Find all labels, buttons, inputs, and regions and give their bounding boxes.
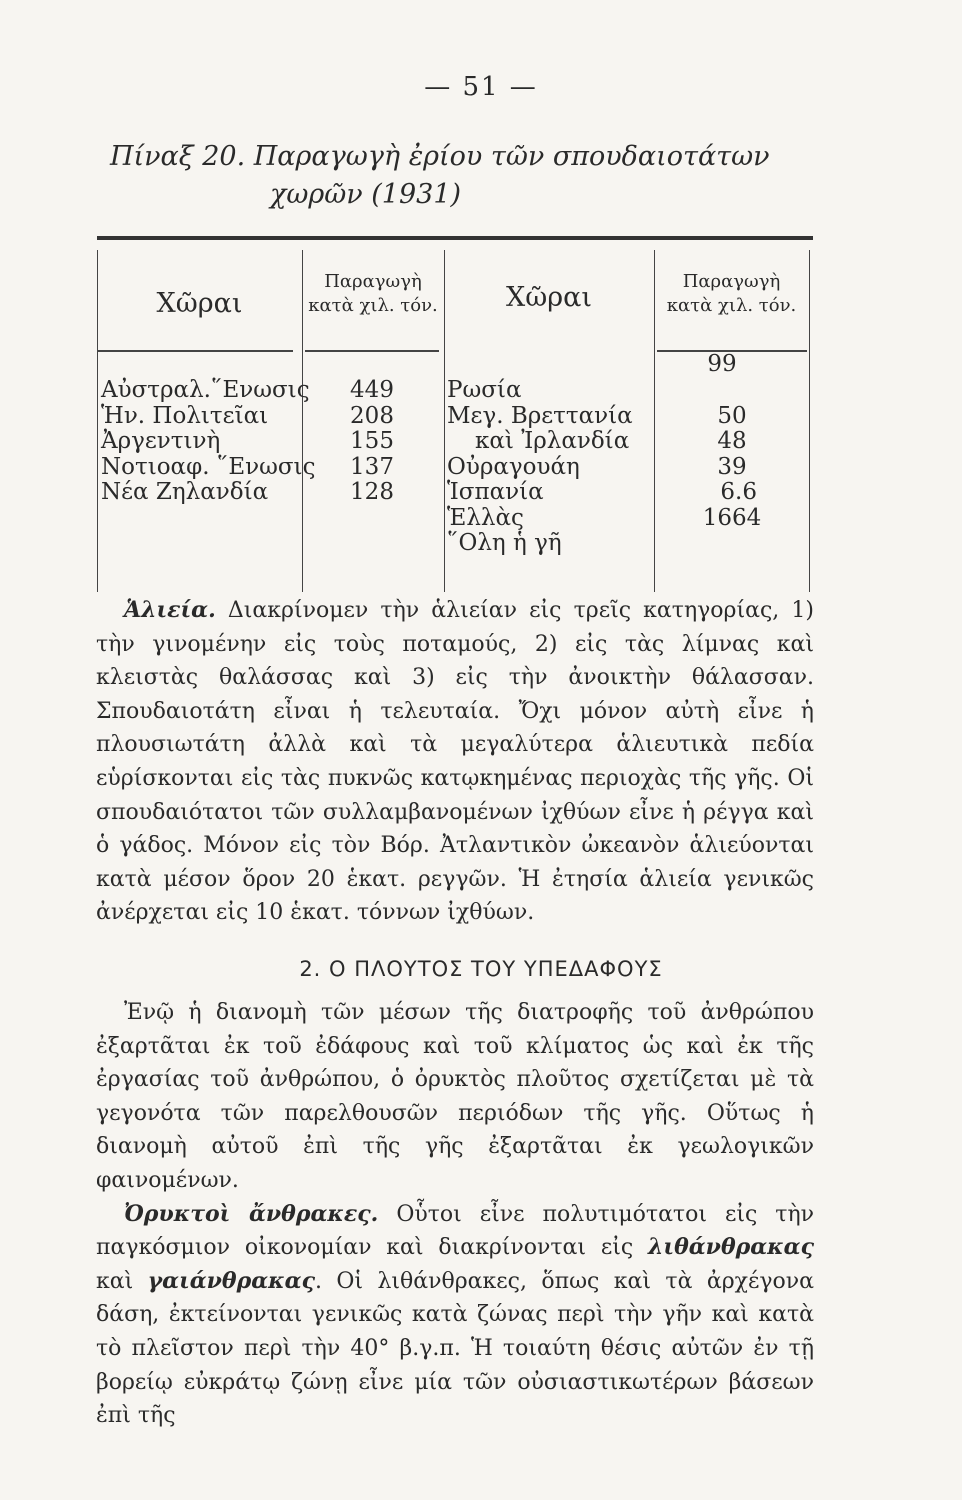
table-row-country: Ἑλλὰς <box>447 504 524 531</box>
header-separator <box>97 350 293 352</box>
fishing-paragraph <box>96 594 814 930</box>
table-row-country: Νοτιοαφ. ῞Ενωσις <box>101 453 316 480</box>
table-row-value: 137 <box>350 453 394 480</box>
table-row-country: Ἀργεντινὴ <box>101 428 221 454</box>
table-row-country: ῞Ολη ἡ γῆ <box>447 530 562 556</box>
left-country-column <box>101 378 315 506</box>
page-number: — 51 — <box>424 72 538 102</box>
wool-production-table <box>97 236 813 592</box>
header-countries-left: Χῶραι <box>156 288 243 319</box>
paragraph-text: Διακρίνομεν τὴν ἁλιείαν εἰς τρεῖς κατηγορίας, 1) τὴν γινομένην εἰς τοὺς ποταμούς, 2) εἰς τὰς λίμνας καὶ κλειστὰς θαλάσσας καὶ 3) εἰς τὴν ἀνοικτὴν θάλασσαν. Σπουδαιοτάτη εἶναι ἡ τελευταία. Ὄχι μόνον αὐτὴ εἶνε ἡ πλουσιωτάτη ἀλλὰ καὶ τὰ μεγαλύτερα ἁλιευτικὰ πεδία εὑρίσκονται εἰς τὰς πυκνῶς κατῳκημένας περιοχὰς τῆς γῆς. Οἱ σπουδαιότατοι τῶν συλλαμβανομένων ἰχθύων εἶνε ἡ ρέγγα καὶ ὁ γάδος. Μόνον εἰς τὸν Βόρ. Ἀτλαντικὸν ὠκεανὸν ἁλιεύονται κατὰ μέσον ὅρον 20 ἑκατ. ρεγγῶν. Ἡ ἐτησία ἁλιεία γενικῶς ἀνέρχεται εἰς 10 ἑκατ. τόννων ἰχθύων. <box>96 598 814 926</box>
table-row-value: 39 <box>717 453 747 480</box>
table-row-value: 1664 <box>702 504 762 531</box>
table-row-value: 50 <box>717 402 747 429</box>
caption-line-1: Πίναξ 20. Παραγωγὴ ἐρίου τῶν σπουδαιοτάτων <box>110 141 770 172</box>
header-production-right: Παραγωγὴ κατὰ χιλ. τόν. <box>666 271 797 316</box>
right-country-column <box>447 378 633 557</box>
left-value-column <box>302 378 442 506</box>
table-row-country: Μεγ. Βρεττανία <box>447 402 633 429</box>
table-caption <box>110 138 830 214</box>
paragraph-lead: Ὀρυκτοὶ ἄνθρακες. <box>124 1200 379 1227</box>
paragraph-lead: Ἁλιεία. <box>124 597 216 623</box>
table-row-value: 128 <box>350 479 394 505</box>
subsoil-section-text <box>96 996 814 1433</box>
header-countries-right: Χῶραι <box>506 282 592 313</box>
term-lignite: γαιάνθρακας <box>147 1267 315 1294</box>
right-value-column <box>657 352 807 531</box>
table-row-country: Νέα Ζηλανδία <box>101 479 269 505</box>
table-row-country: καὶ Ἰρλανδία <box>475 428 630 454</box>
term-anthracite: λιθάνθρακας <box>648 1234 814 1261</box>
table-rule <box>809 250 810 592</box>
header-separator <box>305 350 439 352</box>
table-row-value: 208 <box>350 402 394 429</box>
table-row-country: Ρωσία <box>447 377 522 403</box>
table-row-value: 449 <box>350 377 394 403</box>
table-row-country: Αὐστραλ.῞Ενωσις <box>101 377 310 403</box>
table-row-country: Οὐραγουάη <box>447 453 580 480</box>
caption-line-2: χωρῶν (1931) <box>270 179 462 210</box>
coal-paragraph: Ὀρυκτοὶ ἄνθρακες. Οὗτοι εἶνε πολυτιμότατοι εἰς τὴν παγκόσμιον οἰκονομίαν καὶ διακρίνονται εἰς λιθάνθρακας καὶ γαιάνθρακας. Οἱ λιθάνθρακες, ὅπως καὶ τὰ ἀρχέγονα δάση, ἐκτείνονται γενικῶς κατὰ ζώνας περὶ τὴν γῆν καὶ κατὰ τὸ πλεῖστον περὶ τὴν 40° β.γ.π. Ἡ τοιαύτη θέσις αὐτῶν ἐν τῇ βορείῳ εὐκράτῳ ζώνῃ εἶνε μία τῶν οὐσιαστικωτέρων βάσεων ἐπὶ τῆς <box>96 1200 815 1429</box>
table-row-value: 48 <box>717 428 747 454</box>
paragraph-intro: Ἐνῷ ἡ διανομὴ τῶν μέσων τῆς διατροφῆς τοῦ ἀνθρώπου ἐξαρτᾶται ἐκ τοῦ ἐδάφους καὶ τοῦ κλίματος ὡς καὶ ἐκ τῆς ἐργασίας τοῦ ἀνθρώπου, ὁ ὀρυκτὸς πλοῦτος σχετίζεται μὲ τὰ γεγονότα τῶν παρελθουσῶν περιόδων τῆς γῆς. Οὕτως ἡ διανομὴ αὐτοῦ ἐπὶ τῆς γῆς ἐξαρτᾶται ἐκ γεωλογικῶν φαινομένων. <box>96 1000 814 1193</box>
header-production-left: Παραγωγὴ κατὰ χιλ. τόν. <box>308 271 438 316</box>
table-row-country: Ἱσπανία <box>447 479 544 505</box>
table-row-value: 155 <box>350 428 394 454</box>
table-row-value: 99 <box>707 351 737 377</box>
table-row-value: 6.6 <box>720 479 757 505</box>
table-row-country: Ἡν. Πολιτεῖαι <box>101 402 269 429</box>
section-heading: 2. Ο ΠΛΟΥΤΟΣ ΤΟΥ ΥΠΕΔΑΦΟΥΣ <box>299 957 663 981</box>
